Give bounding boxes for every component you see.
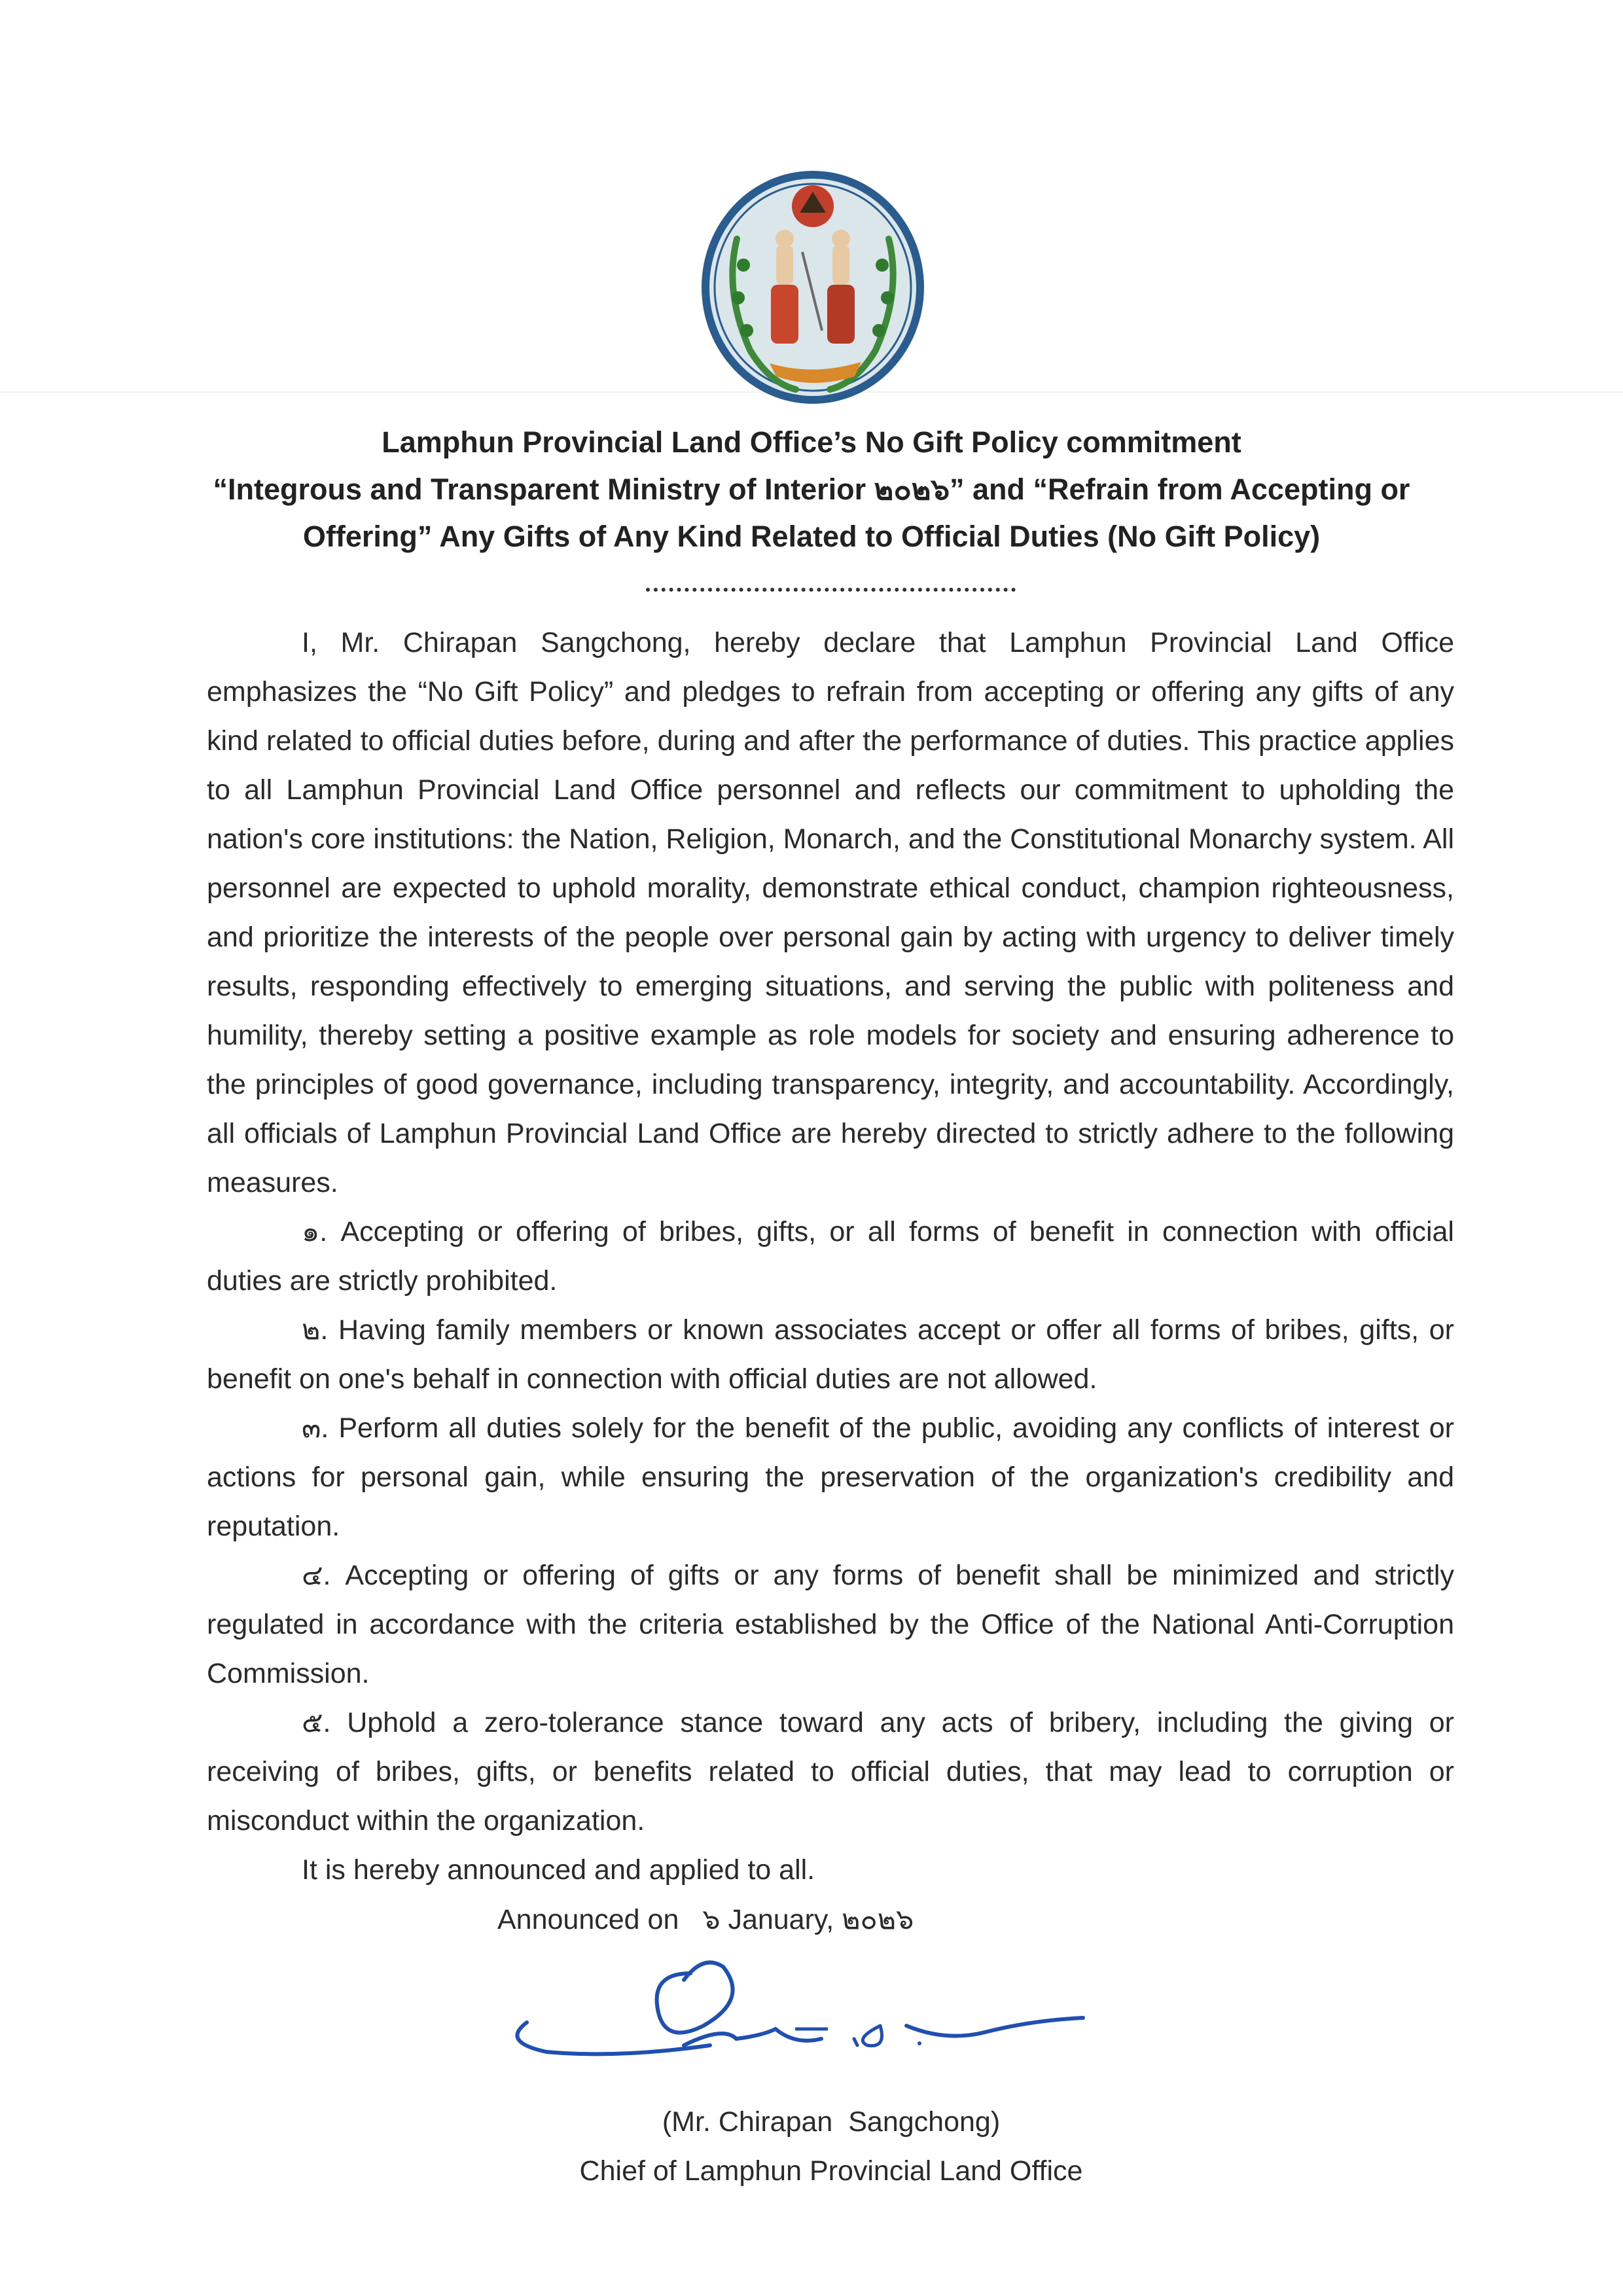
title-line: Offering” Any Gifts of Any Kind Related to Official Duties (No Gift Policy) bbox=[302, 520, 1321, 553]
announcement-date: Announced on ๖ January, ๒๐๒๖ bbox=[497, 1904, 914, 1935]
title-line: Lamphun Provincial Land Office’s No Gift Policy commitment bbox=[382, 425, 1241, 459]
measure-item: ๔. Accepting or offering of gifts or any forms of benefit shall be minimized and strictly regulated in accordance with the criteria established by the Office of the National Anti-Corruption Commission. bbox=[207, 1560, 1454, 1689]
document-body bbox=[207, 619, 1454, 1895]
document-title bbox=[164, 419, 1459, 560]
measure-item: ๒. Having family members or known associates accept or offer all forms of bribes, gifts, or benefit on one's behalf in connection with official duties are not allowed. bbox=[207, 1314, 1454, 1395]
measure-item: ๕. Uphold a zero-tolerance stance toward any acts of bribery, including the giving or receiving of bribes, gifts, or benefits related to official duties, that may lead to corruption or misconduct within the organization. bbox=[207, 1707, 1454, 1837]
title-separator bbox=[646, 588, 1016, 592]
signatory-title: Chief of Lamphun Provincial Land Office bbox=[579, 2155, 1083, 2187]
handwritten-signature-icon bbox=[488, 1947, 1116, 2085]
lamphun-provincial-seal-icon bbox=[698, 167, 928, 408]
measure-item: ๓. Perform all duties solely for the benefit of the public, avoiding any conflicts of interest or actions for personal gain, while ensuring the preservation of the organization's credibility and reputation. bbox=[207, 1412, 1454, 1542]
signatory-name: (Mr. Chirapan Sangchong) bbox=[662, 2106, 1001, 2138]
measure-item: ๑. Accepting or offering of bribes, gifts, or all forms of benefit in connection with official duties are strictly prohibited. bbox=[207, 1216, 1454, 1297]
declaration-paragraph: I, Mr. Chirapan Sangchong, hereby declare that Lamphun Provincial Land Office emphasizes the “No Gift Policy” and pledges to refrain from accepting or offering any gifts of any kind related to official duties before, during and after the performance of duties. This practice applies to all Lamphun Provincial Land Office personnel and reflects our commitment to upholding the nation's core institutions: the Nation, Religion, Monarch, and the Constitutional Monarchy system. All personnel are expected to uphold morality, demonstrate ethical conduct, champion righteousness, and prioritize the interests of the people over personal gain by acting with urgency to deliver timely results, responding effectively to emerging situations, and serving the public with politeness and humility, thereby setting a positive example as role models for society and ensuring adherence to the principles of good governance, including transparency, integrity, and accountability. Accordingly, all officials of Lamphun Provincial Land Office are hereby directed to strictly adhere to the following measures. bbox=[207, 627, 1454, 1198]
title-line: “Integrous and Transparent Ministry of Interior ๒๐๒๖” and “Refrain from Accepting or bbox=[213, 473, 1410, 506]
closing-statement: It is hereby announced and applied to all. bbox=[302, 1854, 815, 1886]
